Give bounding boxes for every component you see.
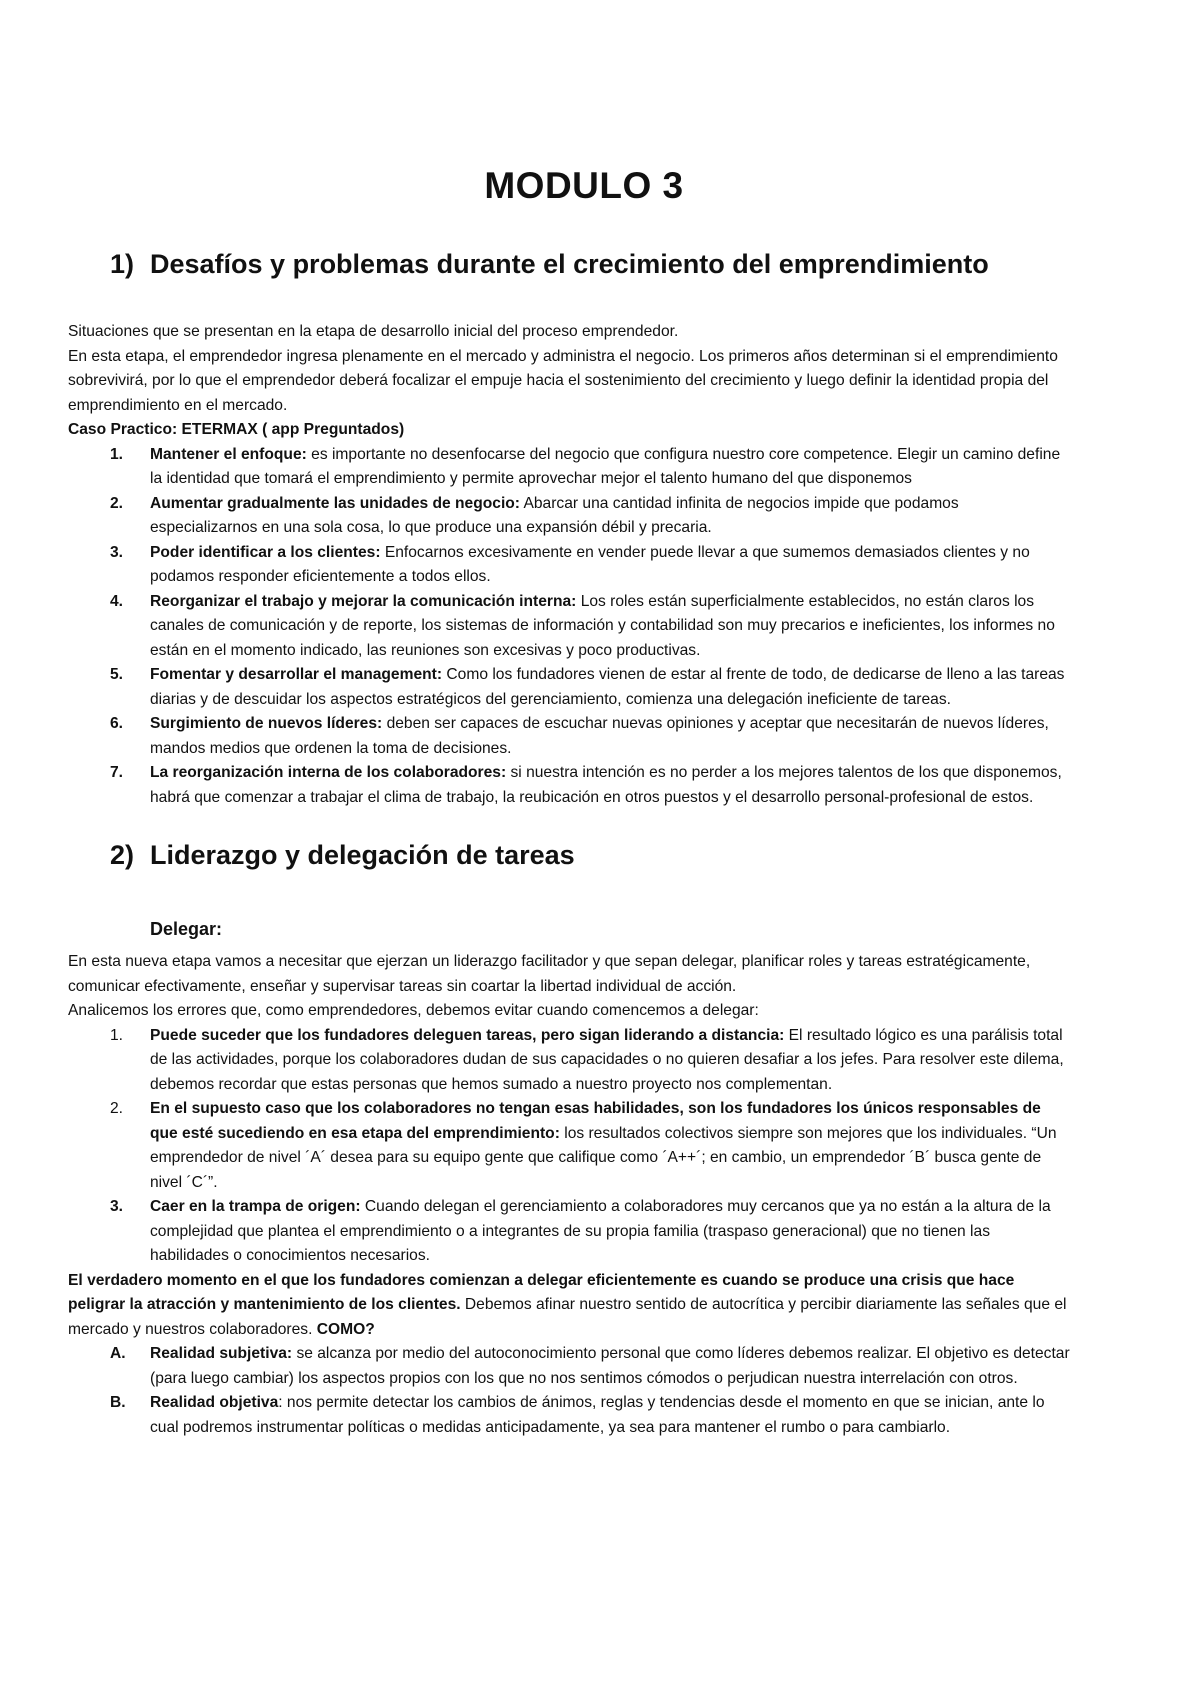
list-marker: 1. bbox=[110, 1026, 124, 1044]
list-item bbox=[68, 590, 1070, 664]
item-text: si nuestra intención es no perder a los mejores talentos de los que disponemos, habrá que comenzar a trabajar el clima de trabajo, la reubicación en otros puestos y el desarrollo personal-profesional de estos. bbox=[150, 764, 1062, 806]
item-text: es importante no desenfocarse del negocio que configura nuestro core competence. Elegir un camino define la identidad que tomará el emprendimiento y permite aprovechar mejor el talento humano del que disponemos bbox=[150, 445, 1061, 487]
section-2-title: Liderazgo y delegación de tareas bbox=[150, 840, 575, 870]
list-item bbox=[68, 1195, 1070, 1269]
section-2-intro-2: Analicemos los errores que, como emprendedores, debemos evitar cuando comencemos a delegar: bbox=[68, 1002, 759, 1019]
list-marker: 2. bbox=[110, 1100, 124, 1117]
item-term: Aumentar gradualmente las unidades de negocio: bbox=[150, 494, 520, 512]
item-text: Como los fundadores vienen de estar al frente de todo, de dedicarse de lleno a las tareas diarias y de descuidar los aspectos estratégicos del gerenciamiento, comienza una delegación ineficiente de tareas. bbox=[150, 666, 1065, 708]
closing-bold: El verdadero momento en el que los fundadores comienzan a delegar eficientemente es cuando se produce una crisis que hace peligrar la atracción y mantenimiento de los clientes. bbox=[68, 1271, 1015, 1313]
list-item bbox=[68, 1342, 1070, 1391]
list-item bbox=[68, 1024, 1070, 1098]
delegation-errors-list bbox=[68, 1024, 1070, 1269]
item-text: El resultado lógico es una parálisis total de las actividades, porque los colaboradores dudan de sus capacidades o no quieren desafiar a los jefes. Para resolver este dilema, debemos recordar que estas personas que hemos sumado a nuestro proyecto nos complementan. bbox=[150, 1026, 1064, 1093]
list-item bbox=[68, 663, 1070, 712]
item-term: Surgimiento de nuevos líderes: bbox=[150, 715, 383, 732]
item-text: se alcanza por medio del autoconocimiento personal que como líderes debemos realizar. El objetivo es detectar (para luego cambiar) los aspectos propios con los que no nos sentimos cómodos o perjudican nuestra interrelación con otros. bbox=[150, 1345, 1070, 1387]
item-text: Abarcar una cantidad infinita de negocios impide que podamos especializarnos en una sola cosa, lo que produce una expansión débil y precaria. bbox=[150, 494, 959, 536]
case-study-label: Caso Practico: ETERMAX ( app Preguntados) bbox=[68, 421, 405, 438]
section-1-intro-2: En esta etapa, el emprendedor ingresa plenamente en el mercado y administra el negocio. Los primeros años determinan si el emprendimiento sobrevivirá, por lo que el emprendedor deberá focalizar el empuje hacia el sostenimiento del crecimiento y luego definir la identidad propia del emprendimiento en el mercado. bbox=[68, 347, 1058, 414]
closing-paragraph bbox=[68, 1269, 1070, 1343]
section-2-intro: En esta nueva etapa vamos a necesitar que ejerzan un liderazgo facilitador y que sepan delegar, planificar roles y tareas estratégicamente, comunicar efectivamente, enseñar y supervisar tareas sin coartar la libertad individual de acción. bbox=[68, 953, 1031, 995]
list-marker: A. bbox=[110, 1345, 126, 1362]
item-text: Los roles están superficialmente establecidos, no están claros los canales de comunicación y de reporte, los sistemas de información y contabilidad son muy precarios e ineficientes, los informes no están en el momento indicado, las reuniones son excesivas y poco productivas. bbox=[150, 592, 1055, 659]
list-marker: 5. bbox=[110, 666, 124, 683]
list-item bbox=[68, 492, 1070, 541]
item-term: Realidad subjetiva: bbox=[150, 1345, 293, 1362]
challenges-list bbox=[68, 443, 1070, 811]
list-item bbox=[68, 1391, 1070, 1440]
item-text: : nos permite detectar los cambios de ánimos, reglas y tendencias desde el momento en que se inician, ante lo cual podremos instrumentar políticas o medidas anticipadamente, ya sea para mantener el rumbo o para cambiarlo. bbox=[150, 1394, 1045, 1436]
list-item bbox=[68, 443, 1070, 492]
list-item bbox=[68, 541, 1070, 590]
reality-list bbox=[68, 1342, 1070, 1440]
list-marker: 2. bbox=[110, 494, 124, 512]
list-item bbox=[68, 761, 1070, 810]
list-marker: 6. bbox=[110, 715, 124, 732]
section-1-heading bbox=[68, 249, 1070, 280]
page-title: MODULO 3 bbox=[484, 165, 684, 206]
section-2-heading bbox=[68, 840, 1070, 871]
item-term: Realidad objetiva bbox=[150, 1394, 279, 1411]
item-text: Enfocarnos excesivamente en vender puede llevar a que sumemos demasiados clientes y no podamos responder eficientemente a todos ellos. bbox=[150, 543, 1030, 585]
closing-text: Debemos afinar nuestro sentido de autocrítica y percibir diariamente las señales que el mercado y nuestros colaboradores. bbox=[68, 1296, 1067, 1338]
list-item bbox=[68, 1097, 1070, 1195]
item-text: Cuando delegan el gerenciamiento a colaboradores muy cercanos que ya no están a la altura de la complejidad que plantea el emprendimiento o a integrantes de su propia familia (traspaso generacional) que no tienen las habilidades o conocimientos necesarios. bbox=[150, 1198, 1051, 1264]
item-term: Puede suceder que los fundadores deleguen tareas, pero sigan liderando a distancia: bbox=[150, 1026, 785, 1044]
list-item bbox=[68, 712, 1070, 761]
item-term: Fomentar y desarrollar el management: bbox=[150, 666, 443, 683]
item-term: Mantener el enfoque: bbox=[150, 445, 307, 463]
item-term: Reorganizar el trabajo y mejorar la comunicación interna: bbox=[150, 592, 577, 610]
list-marker: B. bbox=[110, 1394, 126, 1411]
list-marker: 7. bbox=[110, 764, 124, 781]
item-text: deben ser capaces de escuchar nuevas opiniones y aceptar que necesitarán de nuevos líderes, mandos medios que ordenen la toma de decisiones. bbox=[150, 715, 1049, 757]
item-text: los resultados colectivos siempre son mejores que los individuales. “Un emprendedor de nivel ´A´ desea para su equipo gente que califique como ´A++´; en cambio, un emprendedor ´B´ busca gente de nivel ´C´”. bbox=[150, 1124, 1057, 1191]
closing-como: COMO? bbox=[316, 1320, 375, 1338]
list-marker: 3. bbox=[110, 1198, 124, 1215]
item-term: En el supuesto caso que los colaboradores no tengan esas habilidades, son los fundadores los únicos responsables de que esté sucediendo en esa etapa del emprendimiento: bbox=[150, 1100, 1041, 1142]
section-1-title: Desafíos y problemas durante el crecimiento del emprendimiento bbox=[150, 249, 989, 279]
section-1-intro-1: Situaciones que se presentan en la etapa de desarrollo inicial del proceso emprendedor. bbox=[68, 323, 679, 340]
list-marker: 1. bbox=[110, 445, 124, 463]
section-2-number: 2) bbox=[110, 840, 135, 870]
delegate-subheading: Delegar: bbox=[150, 919, 223, 939]
list-marker: 4. bbox=[110, 592, 124, 610]
list-marker: 3. bbox=[110, 543, 124, 561]
item-term: La reorganización interna de los colaboradores: bbox=[150, 764, 507, 781]
section-1-number: 1) bbox=[110, 249, 135, 279]
item-term: Poder identificar a los clientes: bbox=[150, 543, 381, 561]
item-term: Caer en la trampa de origen: bbox=[150, 1198, 361, 1215]
